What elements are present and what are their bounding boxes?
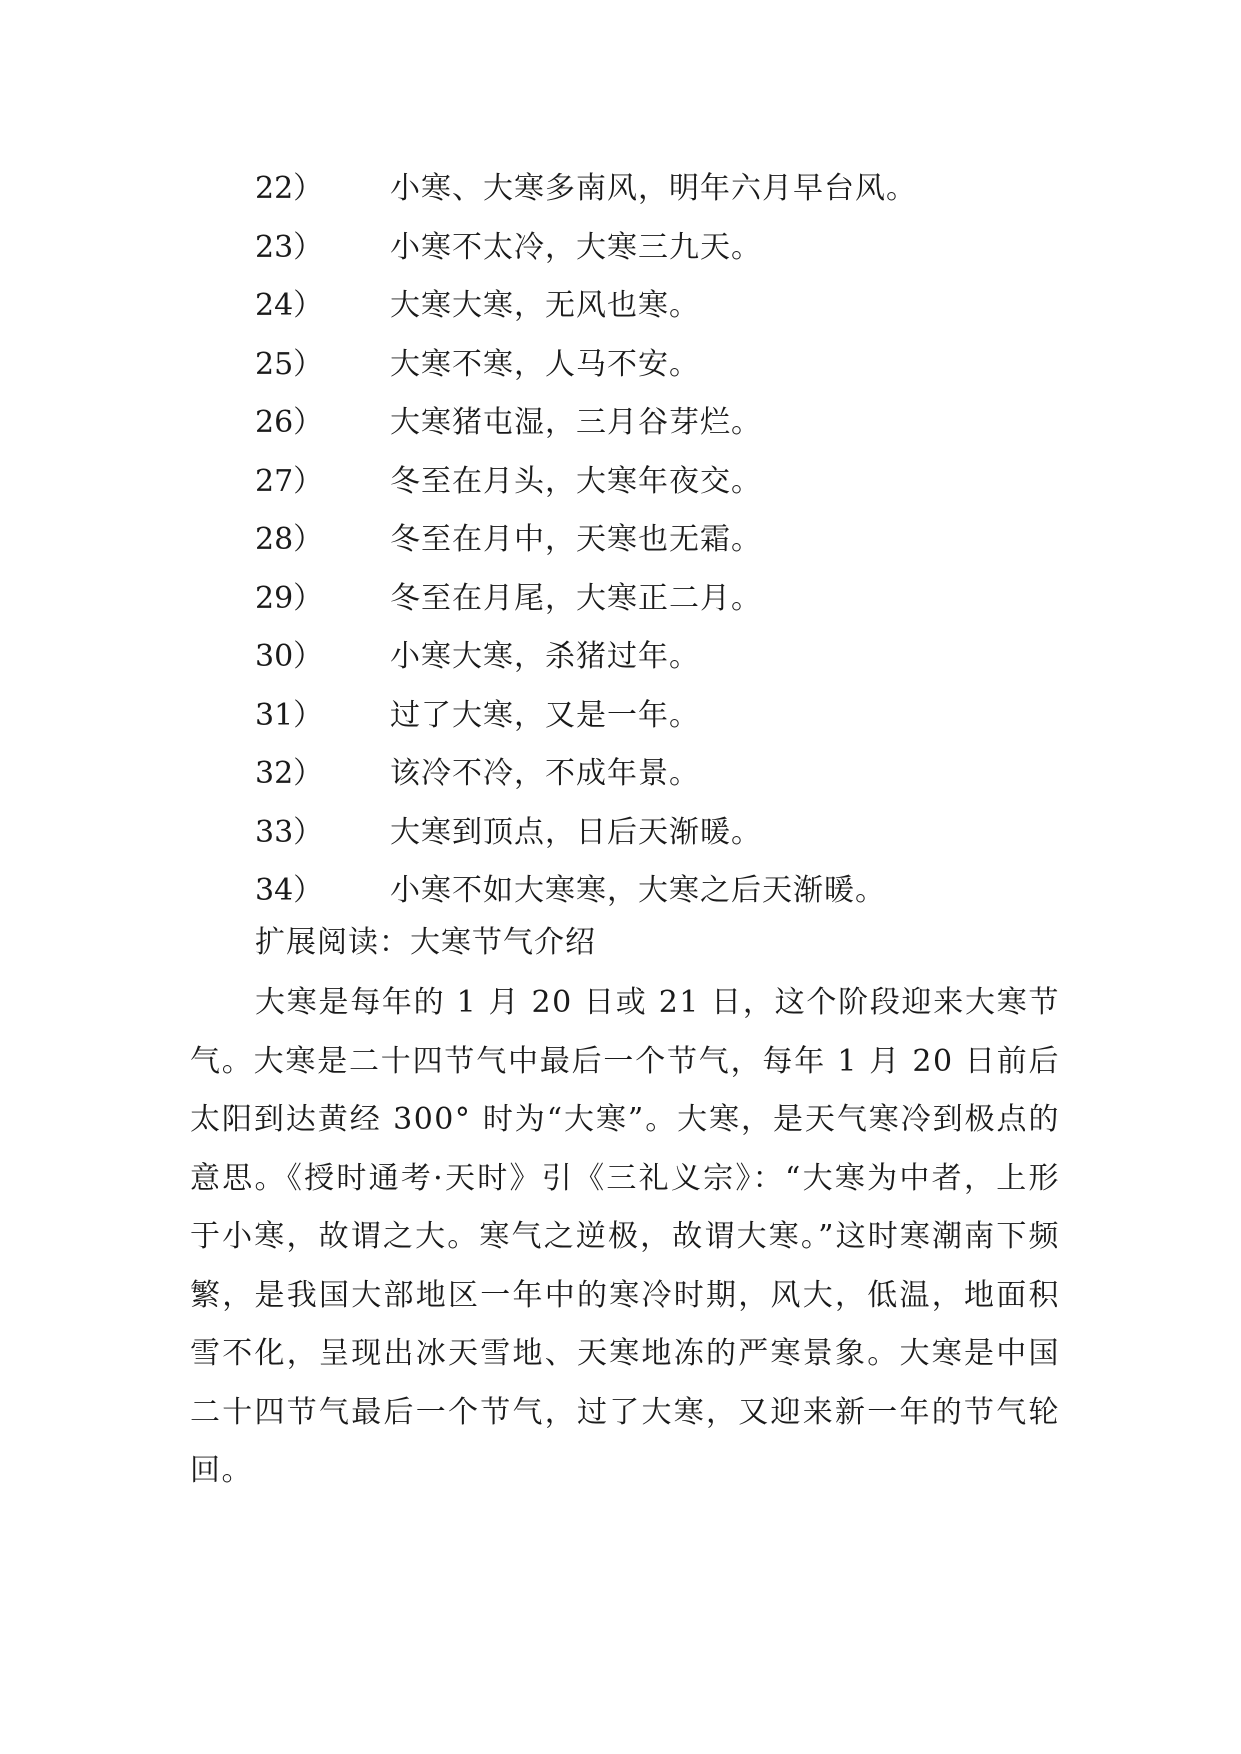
item-number: 29） (255, 580, 324, 616)
item-text: 小寒大寒，杀猪过年。 (390, 639, 700, 674)
list-item (255, 628, 1075, 687)
item-text: 过了大寒，又是一年。 (390, 697, 700, 733)
item-number: 33） (255, 814, 324, 850)
item-text: 大寒猪屯湿，三月谷芽烂。 (390, 405, 762, 440)
list-item (255, 511, 1075, 570)
section-heading: 扩展阅读：大寒节气介绍 (255, 925, 596, 960)
item-text: 大寒到顶点，日后天渐暖。 (390, 814, 762, 850)
list-item (255, 804, 1075, 863)
list-item (255, 453, 1075, 512)
item-number: 26） (255, 405, 324, 440)
list-item (255, 745, 1075, 804)
item-number: 22） (255, 171, 324, 206)
list-item (255, 336, 1075, 395)
list-item (255, 219, 1075, 278)
item-number: 23） (255, 229, 324, 265)
item-number: 24） (255, 288, 324, 323)
list-item (255, 687, 1075, 746)
item-number: 30） (255, 639, 324, 674)
item-text: 冬至在月中，天寒也无霜。 (390, 522, 762, 557)
item-text: 大寒大寒，无风也寒。 (390, 288, 700, 323)
item-text: 该冷不冷，不成年景。 (390, 756, 700, 791)
list-item (255, 277, 1075, 336)
list-item (255, 570, 1075, 629)
item-text: 小寒不太冷，大寒三九天。 (390, 229, 762, 265)
list-item (255, 862, 1075, 921)
item-text: 大寒不寒，人马不安。 (390, 346, 700, 382)
list-item (255, 394, 1075, 453)
item-number: 28） (255, 522, 324, 557)
item-number: 25） (255, 346, 324, 382)
item-number: 32） (255, 756, 324, 791)
item-text: 小寒、大寒多南风，明年六月早台风。 (390, 171, 917, 206)
item-number: 27） (255, 463, 324, 499)
item-text: 冬至在月头，大寒年夜交。 (390, 463, 762, 499)
item-number: 31） (255, 697, 324, 733)
intro-paragraph: 大寒是每年的 1 月 20 日或 21 日，这个阶段迎来大寒节气。大寒是二十四节气中最后一个节气，每年 1 月 20 日前后太阳到达黄经 300° 时为“大寒”。大寒，是天气寒冷到极点的意思。《授时通考·天时》引《三礼义宗》：“大寒为中者，上形于小寒，故谓之大。寒气之逆极，故谓大寒。”这时寒潮南下频繁，是我国大部地区一年中的寒冷时期，风大，低温，地面积雪不化，呈现出冰天雪地、天寒地冻的严寒景象。大寒是中国二十四节气最后一个节气，过了大寒，又迎来新一年的节气轮回。 (190, 985, 1060, 1488)
item-text: 冬至在月尾，大寒正二月。 (390, 580, 762, 616)
proverb-list (255, 160, 1075, 921)
item-number: 34） (255, 873, 324, 908)
list-item (255, 160, 1075, 219)
item-text: 小寒不如大寒寒，大寒之后天渐暖。 (390, 873, 886, 908)
